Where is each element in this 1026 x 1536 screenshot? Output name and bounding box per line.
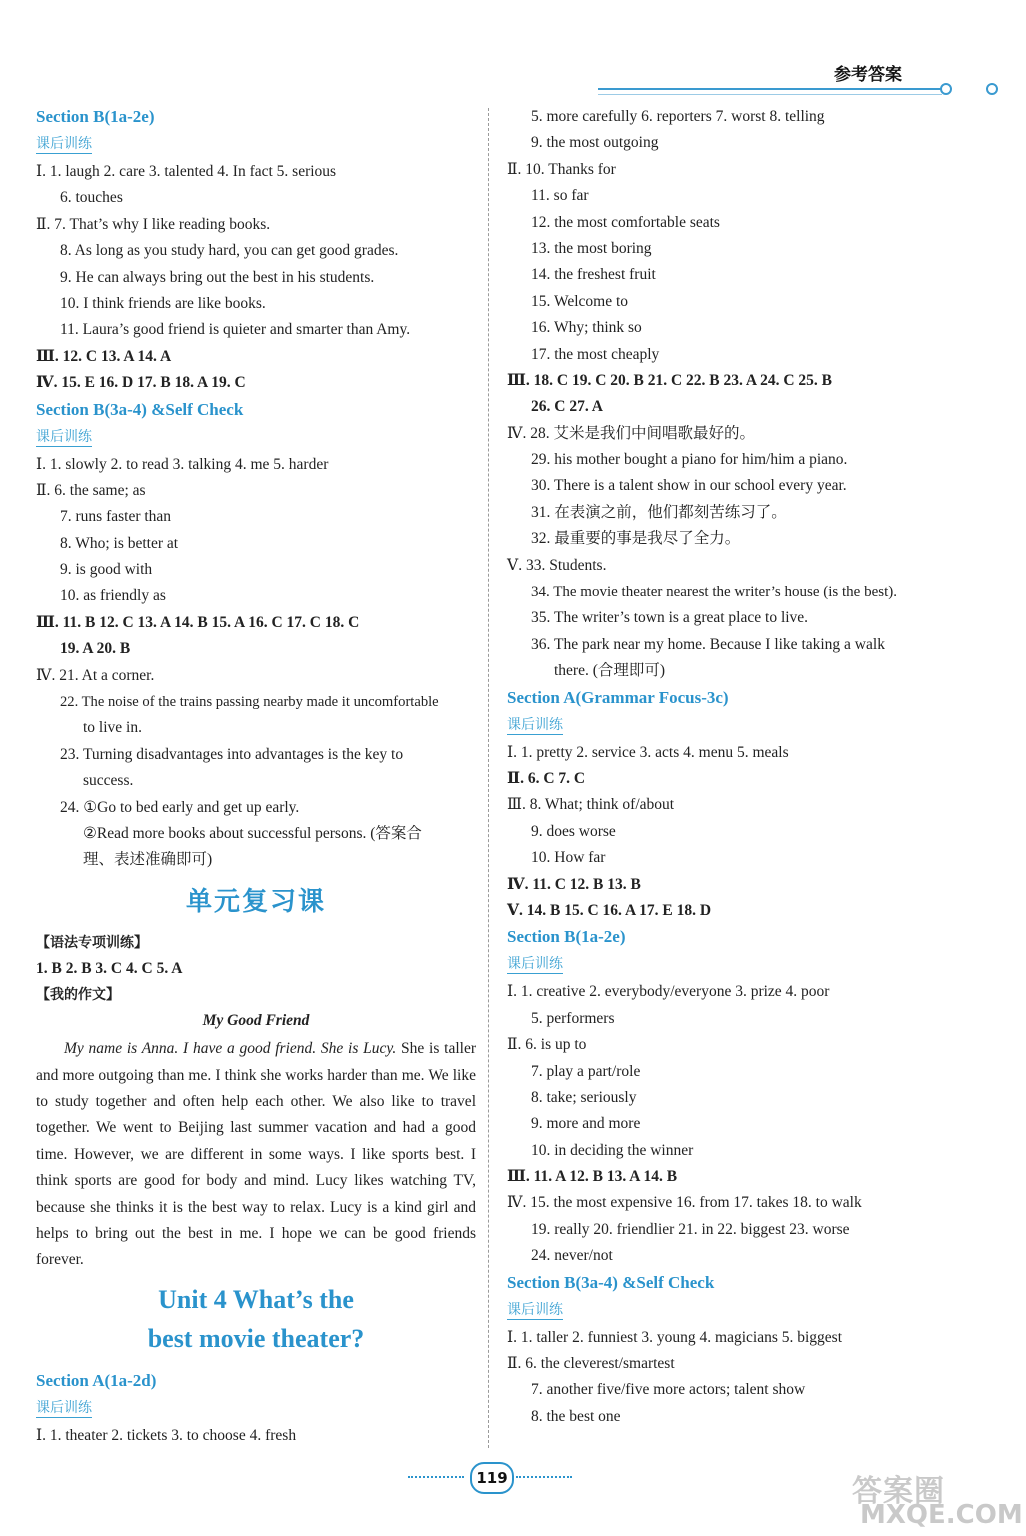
answer-line: 10. in deciding the winner (531, 1141, 694, 1159)
watermark-url: MXQE.COM (860, 1500, 1023, 1530)
section-title: Section B(3a-4) &Self Check (36, 399, 244, 419)
answer-line: 9. He can always bring out the best in his students. (60, 268, 375, 286)
answer-line: 10. I think friends are like books. (60, 294, 266, 312)
section-title: Section A(1a-2d) (36, 1370, 157, 1390)
answer-line: 34. The movie theater nearest the writer’s house (is the best). (531, 584, 897, 601)
answer-line: 11. Laura’s good friend is quieter and smarter than Amy. (60, 321, 411, 339)
answer-line: 22. The noise of the trains passing nearby made it uncomfortable (60, 694, 439, 711)
left-column (36, 104, 476, 1449)
answer-line: Ⅲ. 18. C 19. C 20. B 21. C 22. B 23. A 24. C 25. B (507, 371, 833, 389)
page-number: 119 (470, 1462, 514, 1494)
unit-title-line1: Unit 4 What’s the (158, 1284, 354, 1314)
answer-line: ②Read more books about successful persons. (答案合 (83, 824, 422, 842)
answer-line: 17. the most cheaply (531, 345, 660, 363)
answer-line: Ⅴ. 14. B 15. C 16. A 17. E 18. D (507, 901, 712, 919)
header-title: 参考答案 (834, 65, 902, 85)
answer-line: Ⅱ. 6. the cleverest/smartest (507, 1355, 675, 1373)
essay-lead: My name is Anna. I have a good friend. She is Lucy. (64, 1040, 397, 1058)
answer-line: 8. take; seriously (531, 1088, 637, 1106)
answer-line: 15. Welcome to (531, 292, 629, 310)
answer-line: 9. the most outgoing (531, 134, 659, 152)
header-rule (598, 88, 942, 90)
footer-dots (516, 1476, 572, 1478)
answer-line: Ⅲ. 12. C 13. A 14. A (36, 347, 172, 365)
answer-line: 7. runs faster than (60, 508, 172, 526)
answer-line: 31. 在表演之前，他们都刻苦练习了。 (531, 503, 787, 521)
answer-line: 10. as friendly as (60, 587, 166, 605)
answer-line: Ⅳ. 21. At a corner. (36, 666, 155, 684)
answer-line: 24. ①Go to bed early and get up early. (60, 798, 300, 816)
answer-line: success. (83, 772, 134, 790)
answer-line: Ⅰ. 1. theater 2. tickets 3. to choose 4. fresh (36, 1426, 297, 1444)
answer-line: 7. another five/five more actors; talent show (531, 1381, 806, 1399)
answer-line: Ⅳ. 28. 艾米是我们中间唱歌最好的。 (507, 424, 755, 442)
answer-line: 32. 最重要的事是我尽了全力。 (531, 530, 741, 548)
answer-line: Ⅱ. 6. is up to (507, 1036, 587, 1054)
answer-line: Ⅴ. 33. Students. (507, 556, 607, 574)
answer-line: 14. the freshest fruit (531, 266, 656, 284)
grammar-answers: 1. B 2. B 3. C 4. C 5. A (36, 959, 183, 977)
essay-title: My Good Friend (202, 1012, 310, 1030)
answer-line: to live in. (83, 719, 142, 737)
answer-line: there. (合理即可) (554, 662, 666, 680)
answer-line: 8. Who; is better at (60, 534, 179, 552)
answer-line: 16. Why; think so (531, 319, 642, 337)
answer-line: 23. Turning disadvantages into advantages is the key to (60, 745, 404, 763)
answer-line: 26. C 27. A (531, 398, 603, 416)
answer-line: 30. There is a talent show in our school every year. (531, 477, 847, 495)
answer-line: Ⅱ. 10. Thanks for (507, 160, 616, 178)
footer-dots (408, 1476, 464, 1478)
answer-line: 29. his mother bought a piano for him/him a piano. (531, 451, 848, 469)
section-title: Section A(Grammar Focus-3c) (507, 687, 729, 707)
answer-line: Ⅰ. 1. laugh 2. care 3. talented 4. In fact 5. serious (36, 163, 337, 180)
section-subtitle: 课后训练 (507, 1301, 563, 1318)
answer-line: 9. is good with (60, 561, 153, 579)
answer-line: Ⅰ. 1. slowly 2. to read 3. talking 4. me 5. harder (36, 455, 329, 473)
answer-line: Ⅲ. 11. B 12. C 13. A 14. B 15. A 16. C 17. C 18. C (36, 613, 360, 631)
answer-line: 35. The writer’s town is a great place to live. (531, 609, 809, 627)
column-divider (488, 108, 489, 1448)
section-subtitle: 课后训练 (36, 428, 92, 445)
section-title: Section B(3a-4) &Self Check (507, 1272, 715, 1292)
section-title: Section B(1a-2e) (507, 927, 626, 947)
section-subtitle: 课后训练 (507, 716, 563, 733)
answer-line: Ⅲ. 11. A 12. B 13. A 14. B (507, 1168, 678, 1186)
watermark-logo: 答案圈 (852, 1474, 945, 1509)
essay-body: She is taller and more outgoing than me. I think she works harder than me. We like to study together and often help each other. We also like to travel together. We went to Beijing last summer vacation and had a good time. However, we are different in some ways. I like sports best. I think sports are good for body and mind. Lucy likes watching TV, because she thinks it is the best way to relax. Lucy is a kind girl and helps to bring out the best in me. I hope we can be good friends forever. (36, 1040, 476, 1269)
header-dot-icon (986, 83, 998, 95)
grammar-heading: 【语法专项训练】 (36, 934, 148, 951)
answer-line: Ⅳ. 15. the most expensive 16. from 17. takes 18. to walk (507, 1194, 862, 1212)
answer-line: 6. touches (60, 189, 123, 207)
answer-line: Ⅲ. 8. What; think of/about (507, 796, 675, 814)
answer-line: 10. How far (531, 849, 606, 867)
answer-line: 11. so far (531, 187, 589, 205)
essay-heading: 【我的作文】 (36, 987, 120, 1004)
page-number-badge (408, 1462, 574, 1492)
section-subtitle: 课后训练 (36, 1399, 92, 1416)
unit-review-heading: 单元复习课 (185, 886, 326, 917)
answer-line: 9. more and more (531, 1115, 641, 1133)
header-dot-icon (940, 83, 952, 95)
answer-line: 7. play a part/role (531, 1062, 641, 1080)
answer-line: Ⅱ. 6. C 7. C (507, 769, 586, 787)
right-column (507, 104, 947, 1430)
section-subtitle: 课后训练 (36, 136, 92, 152)
answer-line: 8. the best one (531, 1407, 621, 1425)
answer-line: 36. The park near my home. Because I like taking a walk (531, 635, 885, 653)
answer-line: 5. more carefully 6. reporters 7. worst 8. telling (531, 108, 825, 125)
answer-line: 24. never/not (531, 1247, 613, 1265)
section-title: Section B(1a-2e) (36, 107, 155, 126)
answer-line: 12. the most comfortable seats (531, 213, 720, 231)
answer-line: Ⅳ. 11. C 12. B 13. B (507, 875, 641, 893)
essay-paragraph (36, 1036, 476, 1274)
answer-line: 9. does worse (531, 822, 616, 840)
header-rule-thin (598, 94, 942, 95)
answer-line: Ⅱ. 6. the same; as (36, 481, 146, 499)
answer-line: Ⅰ. 1. creative 2. everybody/everyone 3. prize 4. poor (507, 983, 830, 1001)
answer-line: Ⅳ. 15. E 16. D 17. B 18. A 19. C (36, 374, 246, 392)
answer-line: 理、表述准确即可) (83, 851, 213, 869)
answer-line: 19. A 20. B (60, 640, 131, 658)
answer-line: Ⅰ. 1. taller 2. funniest 3. young 4. magicians 5. biggest (507, 1328, 843, 1346)
answer-line: Ⅰ. 1. pretty 2. service 3. acts 4. menu 5. meals (507, 743, 789, 761)
unit-title-line2: best movie theater? (147, 1323, 365, 1353)
answer-line: 5. performers (531, 1009, 615, 1027)
answer-line: 13. the most boring (531, 239, 652, 257)
answer-line: Ⅱ. 7. That’s why I like reading books. (36, 215, 271, 233)
answer-line: 19. really 20. friendlier 21. in 22. biggest 23. worse (531, 1220, 850, 1238)
answer-line: 8. As long as you study hard, you can get good grades. (60, 242, 399, 260)
section-subtitle: 课后训练 (507, 956, 563, 973)
